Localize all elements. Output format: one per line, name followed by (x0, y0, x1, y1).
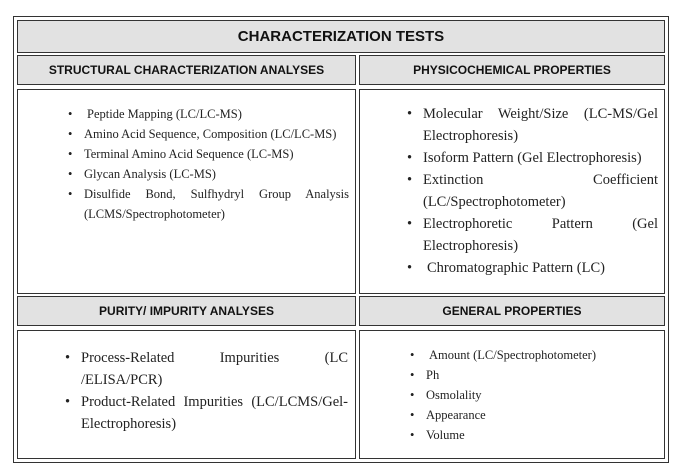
general-body (359, 330, 665, 459)
list-item: • Appearance (426, 405, 658, 425)
general-heading: GENERAL PROPERTIES (359, 296, 665, 326)
structural-body (17, 89, 356, 294)
list-item: • Ph (426, 365, 658, 385)
list-item: • Amino Acid Sequence, Composition (LC/LC-MS) (84, 124, 349, 144)
physicochemical-list (423, 103, 658, 279)
structural-heading: STRUCTURAL CHARACTERIZATION ANALYSES (17, 55, 356, 85)
table-title: CHARACTERIZATION TESTS (17, 20, 665, 53)
structural-list (84, 104, 349, 224)
purity-heading: PURITY/ IMPURITY ANALYSES (17, 296, 356, 326)
list-item: • Terminal Amino Acid Sequence (LC-MS) (84, 144, 349, 164)
list-item: • Disulfide Bond, Sulfhydryl Group Analysis (LCMS/Spectrophotometer) (84, 184, 349, 224)
physicochemical-body (359, 89, 665, 294)
list-item: • Extinction Coefficient (LC/Spectrophotometer) (423, 169, 658, 213)
purity-body (17, 330, 356, 459)
list-item: • Molecular Weight/Size (LC-MS/Gel Electrophoresis) (423, 103, 658, 147)
list-item: • Peptide Mapping (LC/LC-MS) (84, 104, 349, 124)
characterization-table (13, 16, 669, 463)
purity-list (81, 347, 348, 435)
general-list (426, 345, 658, 445)
list-item: • Volume (426, 425, 658, 445)
physicochemical-heading: PHYSICOCHEMICAL PROPERTIES (359, 55, 665, 85)
list-item: • Amount (LC/Spectrophotometer) (426, 345, 658, 365)
list-item: • Glycan Analysis (LC-MS) (84, 164, 349, 184)
list-item: • Electrophoretic Pattern (Gel Electrophoresis) (423, 213, 658, 257)
list-item: • Isoform Pattern (Gel Electrophoresis) (423, 147, 658, 169)
list-item: • Product-Related Impurities (LC/LCMS/Gel-Electrophoresis) (81, 391, 348, 435)
list-item: • Osmolality (426, 385, 658, 405)
list-item: • Process-Related Impurities (LC /ELISA/PCR) (81, 347, 348, 391)
list-item: • Chromatographic Pattern (LC) (423, 257, 658, 279)
